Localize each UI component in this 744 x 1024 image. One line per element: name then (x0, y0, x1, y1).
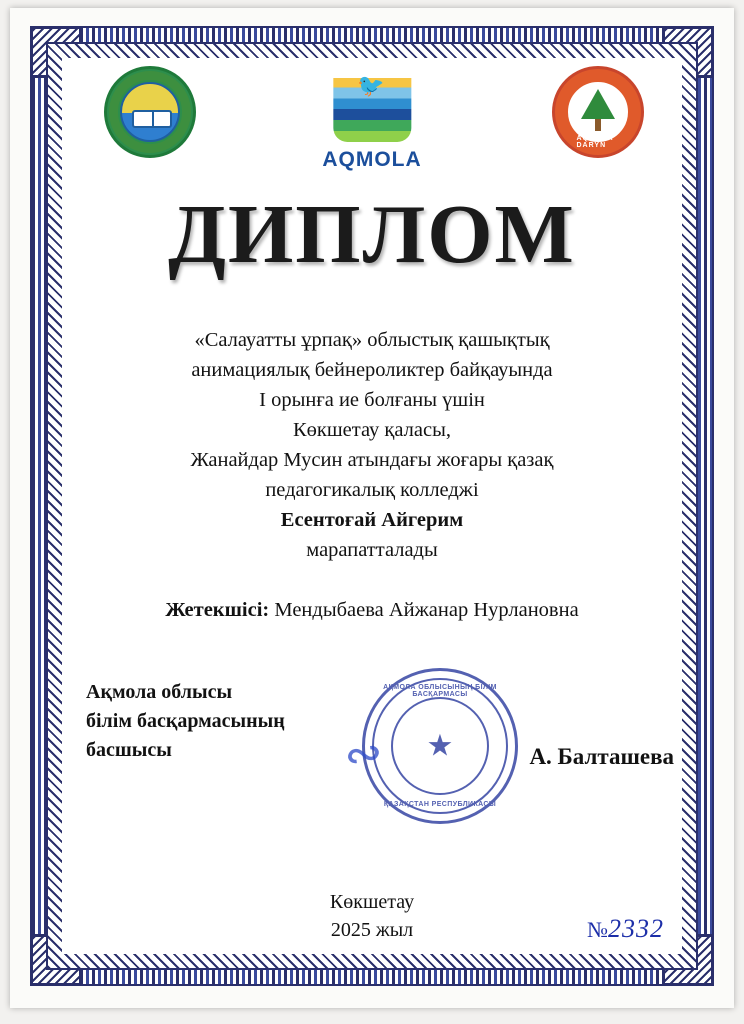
footer-year: 2025 жыл (330, 919, 414, 941)
stamp-top-text: АҚМОЛА ОБЛЫСЫНЫҢ БІЛІМ БАСҚАРМАСЫ (383, 684, 497, 698)
official-stamp (362, 668, 518, 824)
body-line-8: марапатталады (306, 539, 438, 561)
emblem-inner-disc (120, 82, 180, 142)
stamp-bottom-text: ҚАЗАҚСТАН РЕСПУБЛИКАСЫ (383, 801, 497, 808)
body-line-2: анимациялық бейнероликтер байқауында (191, 359, 553, 381)
aqmola-mark-icon (333, 64, 411, 142)
signer-position (86, 678, 285, 765)
aqmola-daryn-emblem-icon (552, 66, 644, 158)
aqmola-daryn-emblem-label: AQMOLA DARYN (576, 135, 614, 149)
handwritten-signature: ∾ (340, 725, 386, 782)
tree-icon (581, 89, 615, 119)
body-line-1: «Салауатты ұрпақ» облыстық қашықтық (194, 329, 550, 351)
page-title: ДИПЛОМ (168, 188, 576, 281)
footer-city: Көкшетау (329, 891, 415, 913)
supervisor-name: Мендыбаева Айжанар Нурлановна (274, 599, 579, 621)
diploma-content (62, 58, 682, 954)
education-emblem-logo (104, 66, 196, 158)
stamp-center-emblem-icon: ★ (426, 729, 454, 763)
recipient-name: Есентоғай Айгерим (280, 509, 464, 531)
award-body-text (62, 325, 682, 565)
body-line-6: педагогикалық колледжі (265, 479, 479, 501)
tree-trunk-icon (595, 119, 601, 131)
aqmola-logo-label: AQMOLA (322, 148, 422, 171)
paper-sheet (10, 8, 734, 1008)
logo-row (62, 58, 682, 171)
body-line-4: Көкшетау қаласы, (293, 419, 451, 441)
signer-position-line-2: білім басқармасының (86, 710, 285, 732)
open-book-icon (132, 110, 172, 128)
aqmola-brand-logo (322, 64, 421, 172)
aqmola-daryn-logo (552, 66, 644, 158)
document-number-prefix: № (587, 917, 608, 942)
document-number (587, 914, 664, 944)
signer-name: А. Балташева (529, 744, 674, 769)
bird-icon: 🐦 (357, 73, 385, 98)
supervisor-line (62, 599, 682, 622)
body-line-3: I орынға ие болғаны үшін (259, 389, 485, 411)
signature-row (62, 674, 682, 808)
supervisor-label: Жетекшісі: (165, 599, 270, 621)
signer-position-line-3: басшысы (86, 739, 172, 761)
body-line-5: Жанайдар Мусин атындағы жоғары қазақ (190, 449, 554, 471)
signer-position-line-1: Ақмола облысы (86, 681, 233, 703)
kazakhstan-education-emblem-icon (104, 66, 196, 158)
document-number-value: 2332 (608, 914, 664, 943)
